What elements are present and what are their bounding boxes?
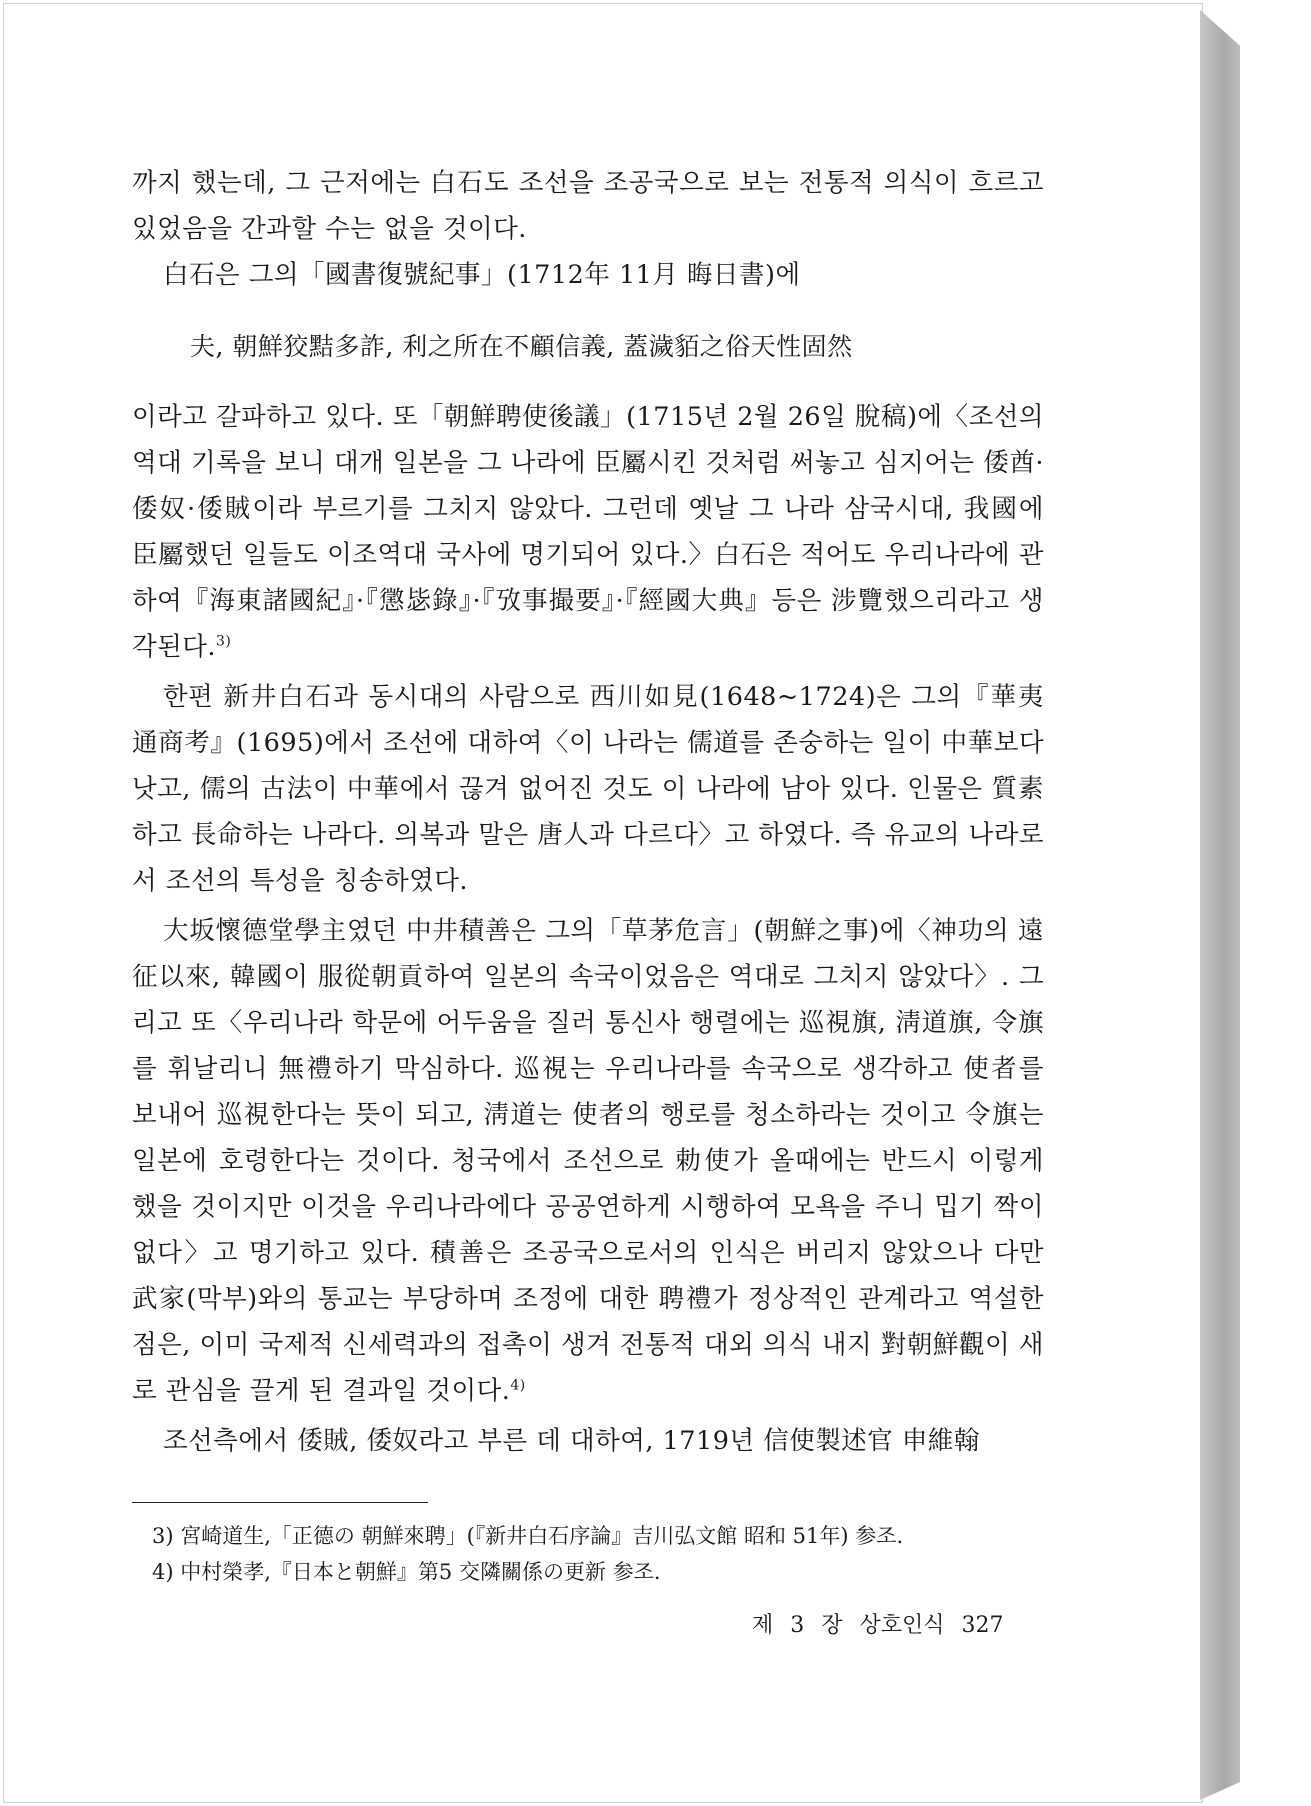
paragraph-4: 한편 新井白石과 동시대의 사람으로 西川如見(1648~1724)은 그의『華夷通商考』(1695)에서 조선에 대하여〈이 나라는 儒道를 존숭하는 일이 中華보다 낫고, 儒의 古法이 中華에서 끊겨 없어진 것도 이 나라에 남아 있다. 인물은 質素하고 長命하는 나라다. 의복과 말은 唐人과 다르다〉고 하였다. 즉 유교의 나라로서 조선의 특성을 칭송하였다. [132, 682, 1044, 896]
paragraph-5 [132, 908, 1044, 1414]
footnotes [152, 1518, 1052, 1590]
paragraph-2: 白石은 그의「國書復號紀事」(1712年 11月 晦日書)에 [163, 260, 801, 290]
footnote-ref-3: 3) [216, 633, 232, 650]
footnote-ref-4: 4) [510, 1377, 526, 1394]
paragraph-5-text: 大坂懷德堂學主였던 中井積善은 그의「草茅危言」(朝鮮之事)에〈神功의 遠征以來, 韓國이 服從朝貢하여 일본의 속국이었음은 역대로 그치지 않았다〉. 그리고 또〈우리나라 학문에 어두움을 질러 통신사 행렬에는 巡視旗, 淸道旗, 令旗를 휘날리니 無禮하기 막심하다. 巡視는 우리나라를 속국으로 생각하고 使者를 보내어 巡視한다는 뜻이 되고, 淸道는 使者의 행로를 청소하라는 것이고 令旗는 일본에 호령한다는 것이다. 청국에서 조선으로 勅使가 올때에는 반드시 이렇게 했을 것이지만 이것을 우리나라에다 공공연하게 시행하여 모욕을 주니 밉기 짝이 없다〉고 명기하고 있다. 積善은 조공국으로서의 인식은 버리지 않았으나 다만 武家(막부)와의 통교는 부당하며 조정에 대한 聘禮가 정상적인 관계라고 역설한 점은, 이미 국제적 신세력과의 접촉이 생겨 전통적 대외 의식 내지 對朝鮮觀이 새로 관심을 끌게 된 결과일 것이다. [132, 916, 1044, 1406]
paragraph-1: 까지 했는데, 그 근저에는 白石도 조선을 조공국으로 보는 전통적 의식이 흐르고 있었음을 간과할 수는 없을 것이다. [132, 168, 1044, 244]
footnote-divider [132, 1502, 428, 1503]
running-footer [752, 1608, 1004, 1639]
block-quote: 夫, 朝鮮狡黠多詐, 利之所在不顧信義, 蓋濊貊之俗天性固然 [190, 332, 853, 361]
page-edge-shadow [1200, 10, 1240, 1800]
paragraph-3-text: 이라고 갈파하고 있다. 또「朝鮮聘使後議」(1715년 2월 26일 脫稿)에〈조선의 역대 기록을 보니 대개 일본을 그 나라에 臣屬시킨 것처럼 써놓고 심지어는 倭酋·倭奴·倭賊이라 부르기를 그치지 않았다. 그런데 옛날 그 나라 삼국시대, 我國에 臣屬했던 일들도 이조역대 국사에 명기되어 있다.〉白石은 적어도 우리나라에 관하여『海東諸國紀』·『懲毖錄』·『攷事撮要』·『經國大典』등은 涉覽했으리라고 생각된다. [132, 402, 1044, 662]
body-text [132, 160, 1044, 1464]
chapter-title: 상호인식 [859, 1613, 945, 1638]
paragraph-6: 조선측에서 倭賊, 倭奴라고 부른 데 대하여, 1719년 信使製述官 申維翰 [163, 1426, 980, 1456]
footnote-3: 3) 宮崎道生,「正德の 朝鮮來聘」(『新井白石序論』吉川弘文館 昭和 51年) 参조. [152, 1524, 904, 1548]
chapter-label: 제 3 장 [752, 1613, 843, 1638]
footnote-4: 4) 中村榮孝,『日本と朝鮮』第5 交隣關係の更新 参조. [152, 1560, 661, 1584]
paragraph-3 [132, 394, 1044, 670]
page-number: 327 [961, 1613, 1004, 1638]
